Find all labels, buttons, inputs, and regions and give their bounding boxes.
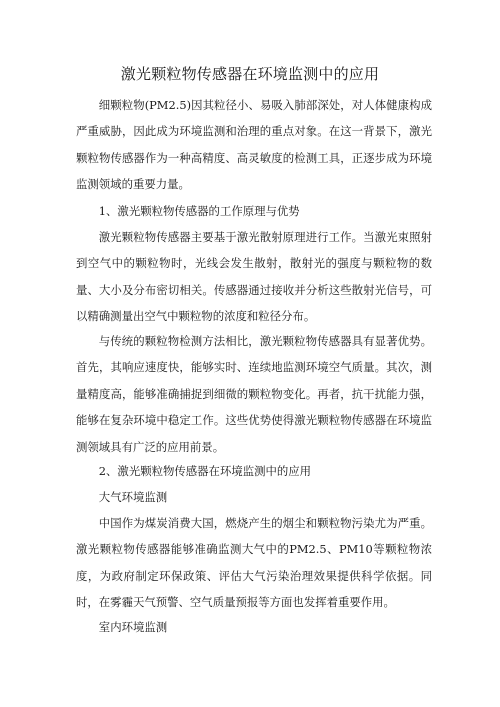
intro-paragraph: 细颗粒物(PM2.5)因其粒径小、易吸入肺部深处，对人体健康构成严重威胁，因此成为环境监测和治理的重点对象。在这一背景下，激光颗粒物传感器作为一种高精度、高灵敏度的检测工具，正逐步成为环境监测领域的重要力量。 (76, 98, 432, 192)
section1-paragraph-2: 与传统的颗粒物检测方法相比，激光颗粒物传感器具有显著优势。首先，其响应速度快，能够实时、连续地监测环境空气质量。其次，测量精度高，能够准确捕捉到细微的颗粒物变化。再者，抗干扰能力强，能够在复杂环境中稳定工作。这些优势使得激光颗粒物传感器在环境监测领域具有广泛的应用前景。 (76, 334, 432, 454)
subsection-indoor-heading: 室内环境监测 (98, 620, 168, 634)
section1-heading: 1、激光颗粒物传感器的工作原理与优势 (98, 204, 300, 218)
document-title: 激光颗粒物传感器在环境监测中的应用 (120, 65, 380, 83)
section2-heading: 2、激光颗粒物传感器在环境监测中的应用 (98, 464, 312, 478)
subsection-atmosphere-heading: 大气环境监测 (98, 490, 168, 504)
subsection-atmosphere-paragraph: 中国作为煤炭消费大国，燃烧产生的烟尘和颗粒物污染尤为严重。激光颗粒物传感器能够准确监测大气中的PM2.5、PM10等颗粒物浓度，为政府制定环保政策、评估大气污染治理效果提供科学依据。同时，在雾霾天气预警、空气质量预报等方面也发挥着重要作用。 (76, 516, 432, 610)
section1-paragraph-1: 激光颗粒物传感器主要基于激光散射原理进行工作。当激光束照射到空气中的颗粒物时，光线会发生散射，散射光的强度与颗粒物的数量、大小及分布密切相关。传感器通过接收并分析这些散射光信号，可以精确测量出空气中颗粒物的浓度和粒径分布。 (76, 230, 432, 324)
